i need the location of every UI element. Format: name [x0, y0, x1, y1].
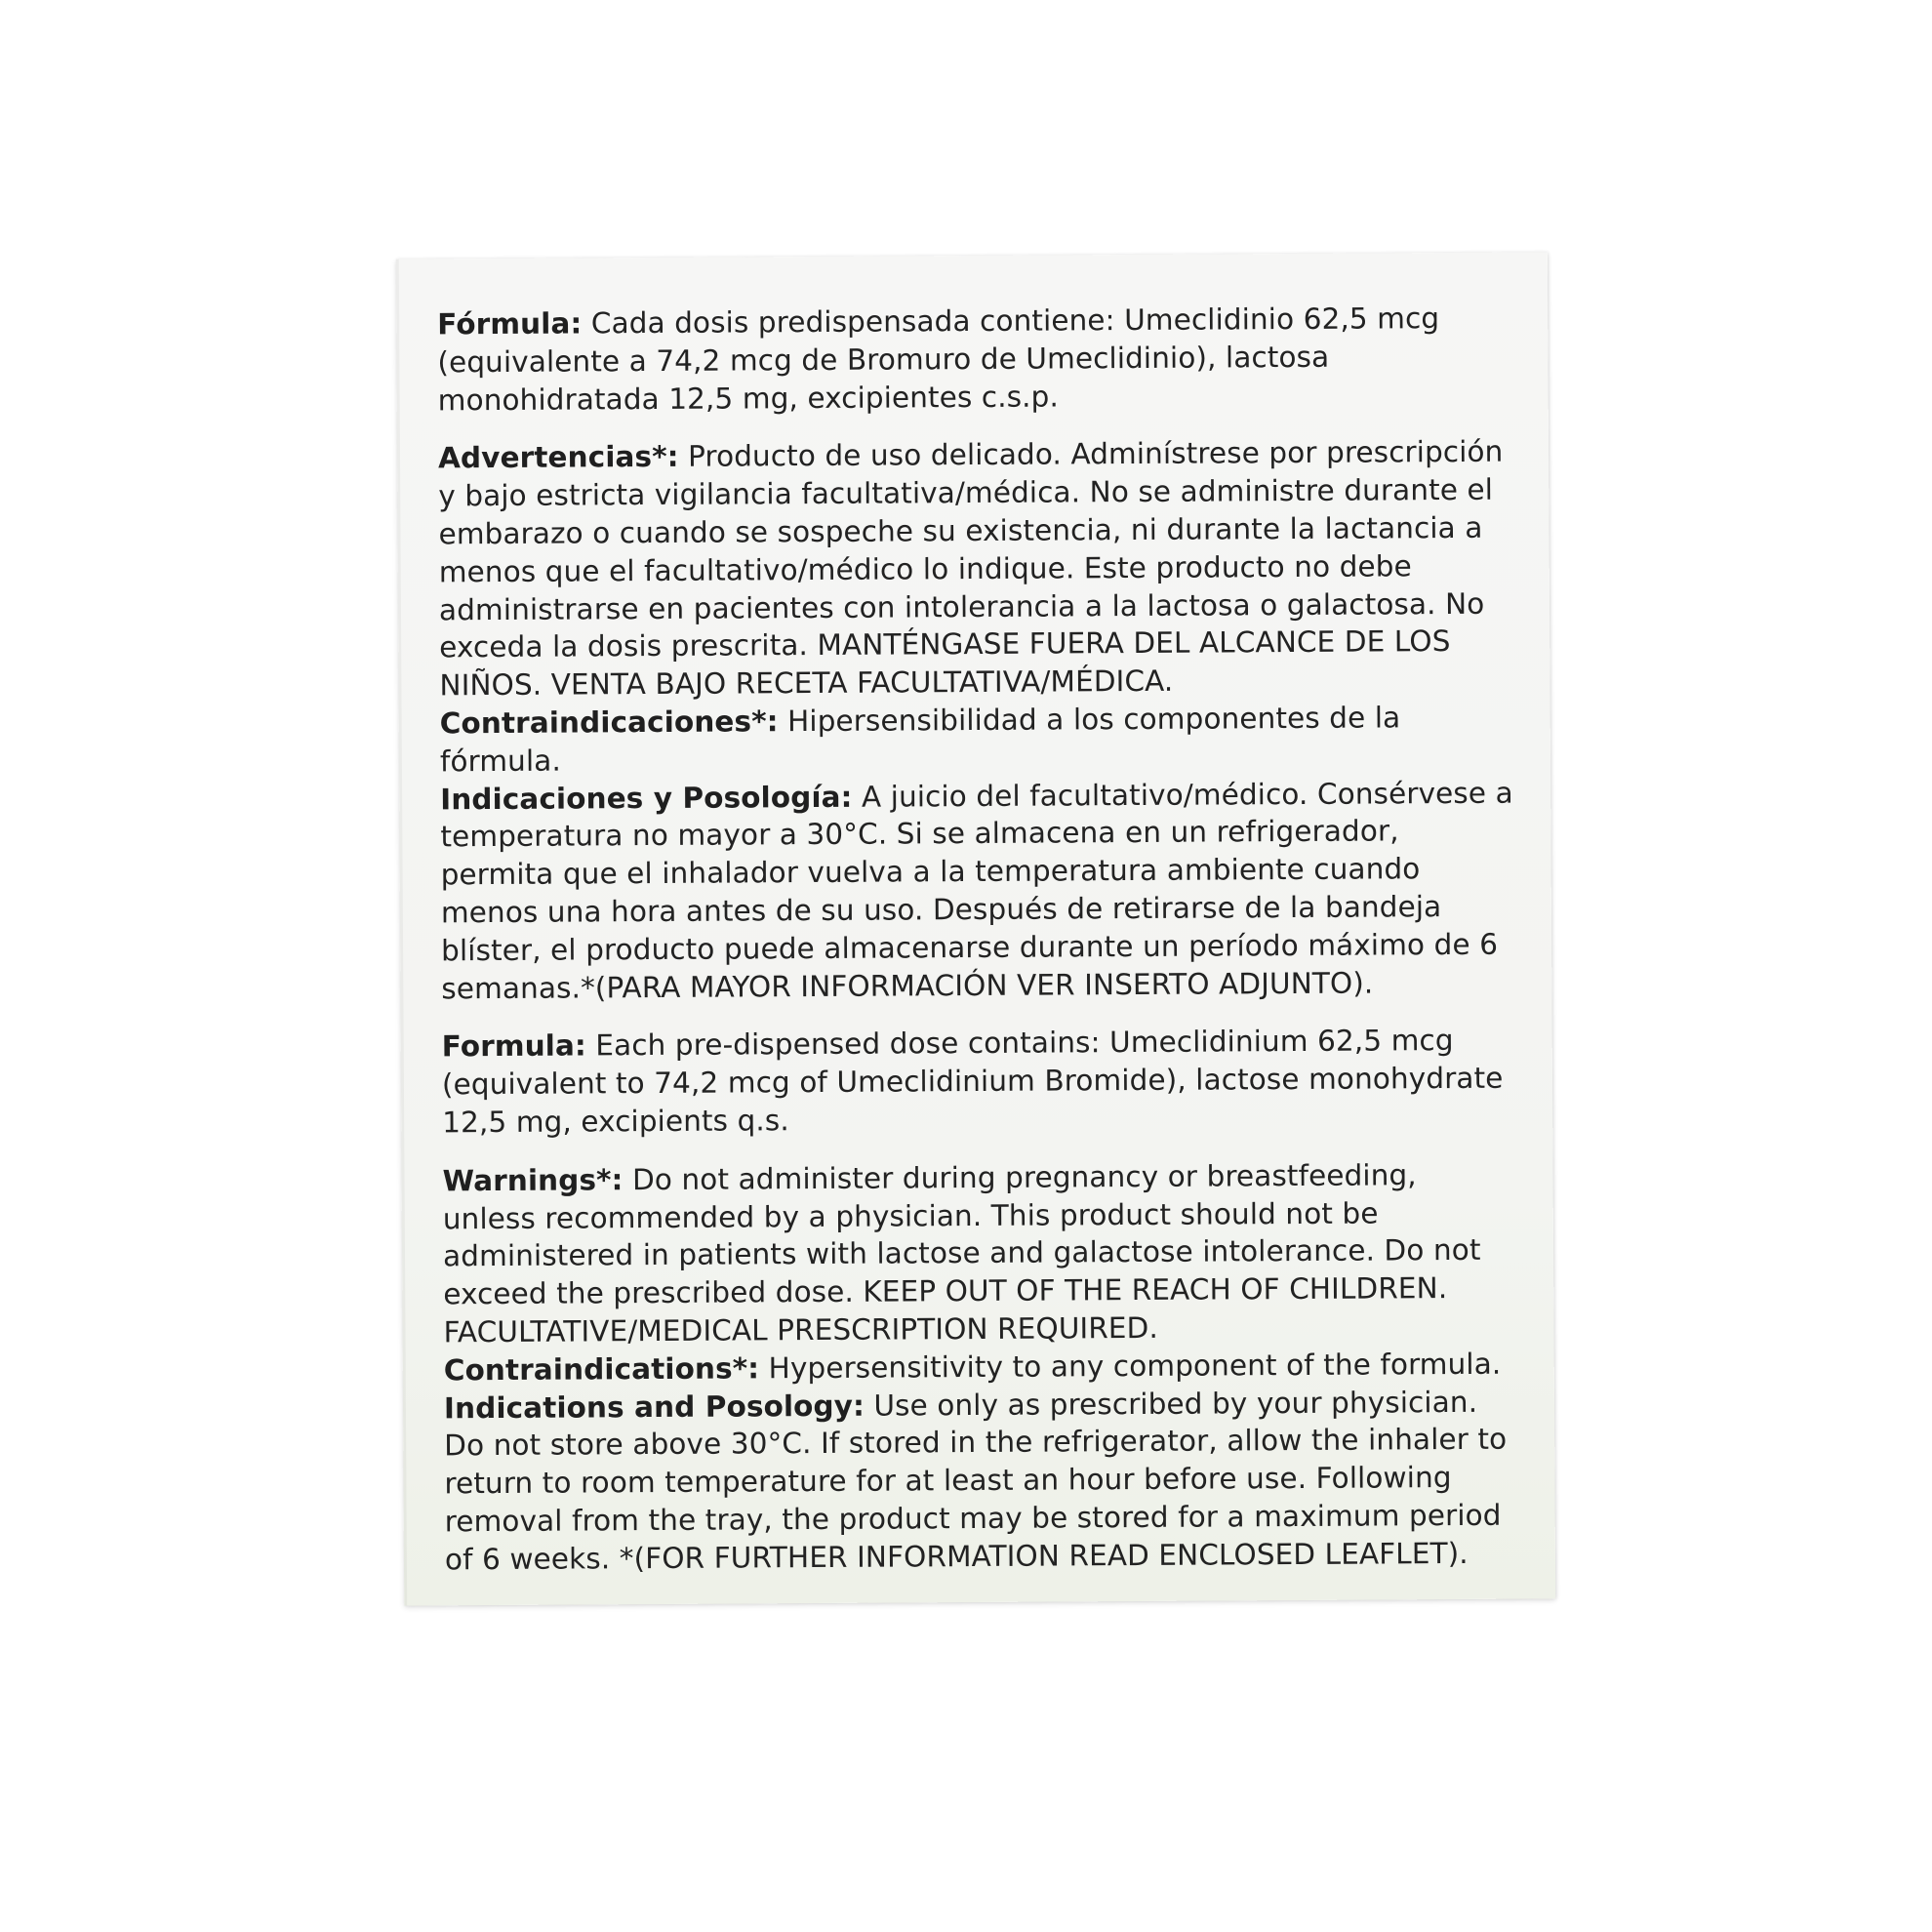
- en-formula-label: Formula:: [441, 1028, 586, 1064]
- en-indications-paragraph: [444, 1383, 1518, 1579]
- es-formula-text: Cada dosis predispensada contiene: Umeclidinio 62,5 mcg (equivalente a 74,2 mcg de Bromuro de Umeclidinio), lactosa monohidratada 12,5 mg, excipientes c.s.p.: [437, 302, 1440, 417]
- es-formula-paragraph: [437, 300, 1511, 420]
- label-text-block: [437, 300, 1518, 1579]
- es-advertencias-text: Producto de uso delicado. Adminístrese por prescripción y bajo estricta vigilancia facultativa/médica. No se administre durante el embarazo o cuando se sospeche su existencia, ni durante la lactancia a menos que el facultativo/médico lo indique. Este producto no debe administrarse en pacientes con intolerancia a la lactosa o galactosa. No exceda la dosis prescrita. MANTÉNGASE FUERA DEL ALCANCE DE LOS NIÑOS. VENTA BAJO RECETA FACULTATIVA/MÉDICA.: [438, 435, 1504, 703]
- es-contraindicaciones-text: Hipersensibilidad a los componentes de la fórmula.: [439, 701, 1401, 779]
- en-warnings-paragraph: [442, 1155, 1516, 1351]
- en-indications-text: Use only as prescribed by your physician. Do not store above 30°C. If stored in the refrigerator, allow the inhaler to return to room temperature for at least an hour before use. Following removal from the tray, the product may be stored for a maximum period of 6 weeks. *(FOR FURTHER INFORMATION READ ENCLOSED LEAFLET).: [444, 1385, 1508, 1577]
- es-contraindicaciones-label: Contraindicaciones*:: [439, 704, 779, 741]
- box-left-edge: [396, 260, 407, 1606]
- es-advertencias-label: Advertencias*:: [437, 440, 679, 475]
- es-formula-label: Fórmula:: [437, 306, 583, 342]
- en-indications-label: Indications and Posology:: [443, 1389, 865, 1425]
- es-contraindicaciones-paragraph: [440, 699, 1513, 781]
- en-warnings-text: Do not administer during pregnancy or breastfeeding, unless recommended by a physician. This product should not be administered in patients with lactose and galactose intolerance. Do not exceed the prescribed dose. KEEP OUT OF THE REACH OF CHILDREN. FACULTATIVE/MEDICAL PRESCRIPTION REQUIRED.: [442, 1157, 1481, 1349]
- es-indicaciones-label: Indicaciones y Posología:: [440, 780, 853, 816]
- en-contraindications-text: Hypersensitivity to any component of the formula.: [759, 1347, 1502, 1386]
- en-warnings-label: Warnings*:: [442, 1162, 624, 1198]
- en-formula-text: Each pre-dispensed dose contains: Umeclidinium 62,5 mcg (equivalent to 74,2 mcg of Umeclidinium Bromide), lactose monohydrate 12,5 mg, excipients q.s.: [441, 1024, 1504, 1140]
- medicine-box-panel: [396, 252, 1555, 1605]
- es-advertencias-paragraph: [438, 433, 1513, 704]
- es-indicaciones-text: A juicio del facultativo/médico. Consérvese a temperatura no mayor a 30°C. Si se almacena en un refrigerador, permita que el inhalador vuelva a la temperatura ambiente cuando menos una hora antes de su uso. Después de retirarse de la bandeja blíster, el producto puede almacenarse durante un período máximo de 6 semanas.*(PARA MAYOR INFORMACIÓN VER INSERTO ADJUNTO).: [440, 776, 1513, 1005]
- en-formula-paragraph: [442, 1022, 1516, 1142]
- en-contraindications-label: Contraindications*:: [443, 1351, 760, 1388]
- es-indicaciones-paragraph: [440, 774, 1514, 1007]
- en-contraindications-paragraph: [444, 1345, 1517, 1389]
